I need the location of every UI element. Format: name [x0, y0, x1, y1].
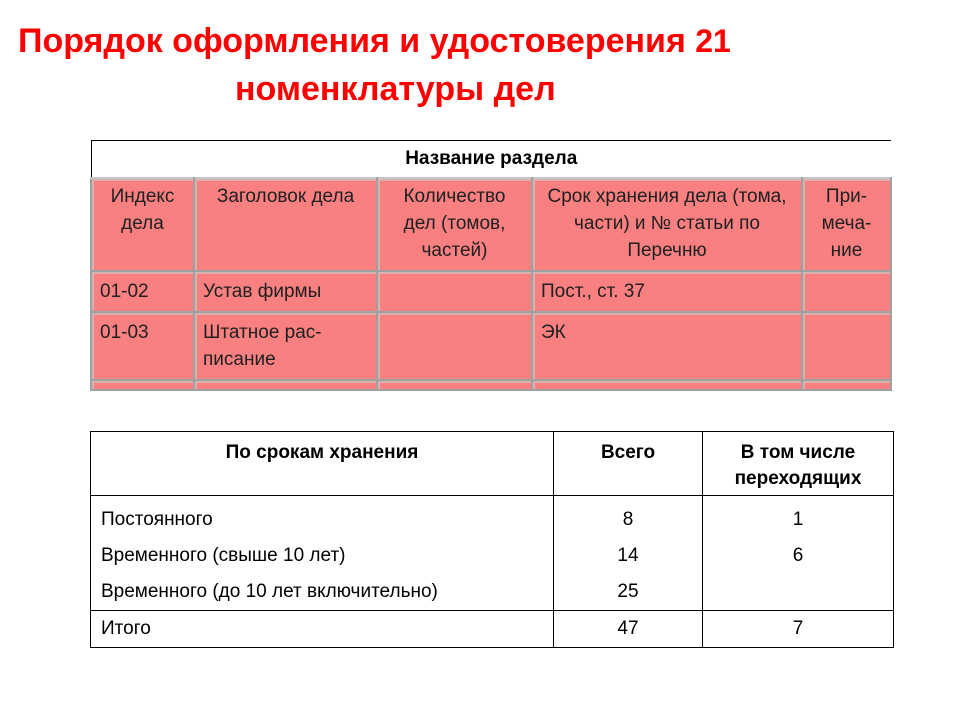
table-cell — [802, 312, 891, 380]
column-header: При-меча-ние — [802, 178, 891, 271]
table-cell: 8 — [554, 496, 703, 539]
table-cell — [703, 574, 894, 611]
table-cell: 14 — [554, 538, 703, 574]
table-cell: Временного (до 10 лет включительно) — [91, 574, 554, 611]
page-number: 21 — [695, 23, 731, 59]
title-line-1: Порядок оформления и удостоверения — [18, 22, 686, 60]
table-row-empty — [91, 380, 891, 390]
section-header: Название раздела — [91, 141, 891, 179]
table-cell: Постоянного — [91, 496, 554, 539]
table-cell: 1 — [703, 496, 894, 539]
table-row — [91, 312, 891, 380]
table-cell — [377, 380, 532, 390]
table-cell: 01-03 — [91, 312, 194, 380]
table-cell: Пост., ст. 37 — [532, 271, 802, 312]
summary-header-row — [91, 432, 894, 496]
total-row — [91, 611, 894, 648]
table-cell — [802, 380, 891, 390]
table-cell — [802, 271, 891, 312]
column-header: В том числе переходящих — [703, 432, 894, 496]
table-cell: Итого — [91, 611, 554, 648]
column-header: По срокам хранения — [91, 432, 554, 496]
table-cell: 01-02 — [91, 271, 194, 312]
table-cell — [91, 380, 194, 390]
table-cell: ЭК — [532, 312, 802, 380]
nomenclature-table — [90, 140, 892, 391]
table-row — [91, 271, 891, 312]
summary-table — [90, 431, 894, 648]
table-cell — [377, 312, 532, 380]
column-header: Индекс дела — [91, 178, 194, 271]
table-cell: Устав фирмы — [194, 271, 377, 312]
table-row — [91, 538, 894, 574]
table-cell — [377, 271, 532, 312]
table-cell: 7 — [703, 611, 894, 648]
table-cell — [194, 380, 377, 390]
table-cell: 6 — [703, 538, 894, 574]
table-cell: 25 — [554, 574, 703, 611]
table-cell — [532, 380, 802, 390]
table-cell: Штатное рас-писание — [194, 312, 377, 380]
title-line-2: номенклатуры дел — [235, 70, 556, 108]
table-cell: Временного (свыше 10 лет) — [91, 538, 554, 574]
column-header: Срок хранения дела (тома, части) и № статьи по Перечню — [532, 178, 802, 271]
table-row — [91, 574, 894, 611]
table-header-row — [91, 178, 891, 271]
table-row — [91, 496, 894, 539]
table-cell: 47 — [554, 611, 703, 648]
column-header: Заголовок дела — [194, 178, 377, 271]
column-header: Количество дел (томов, частей) — [377, 178, 532, 271]
column-header: Всего — [554, 432, 703, 496]
